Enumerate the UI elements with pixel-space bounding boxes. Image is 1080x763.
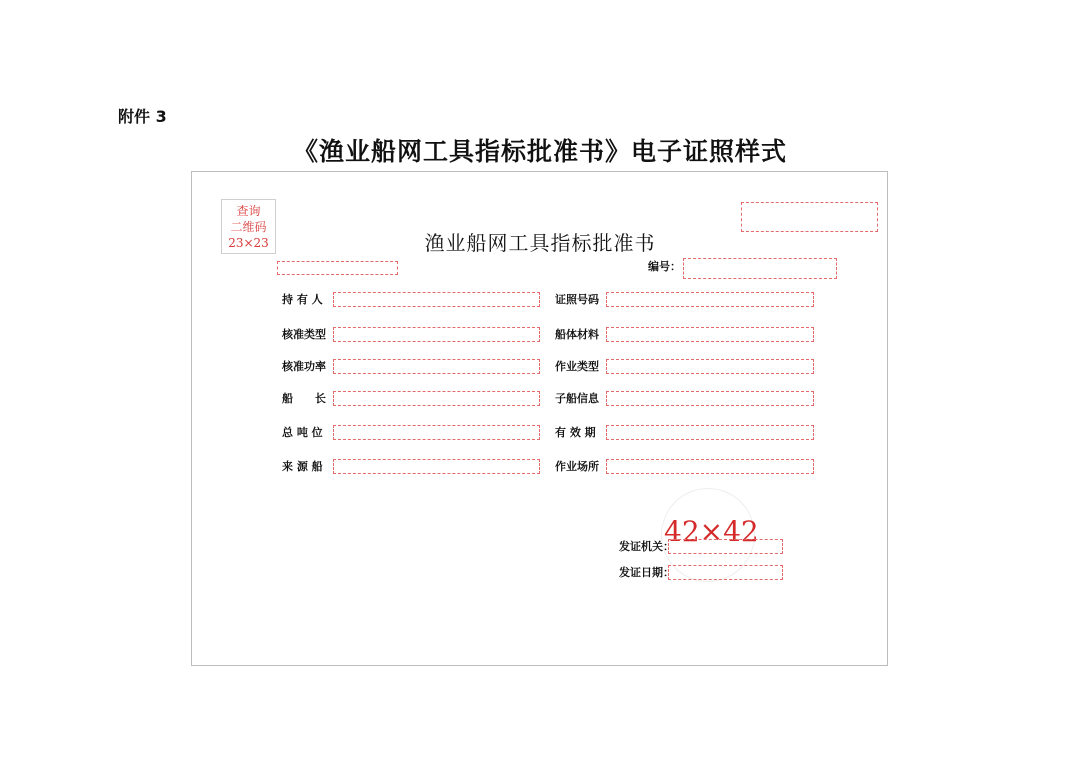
- field-box-gross-tonnage: [333, 425, 540, 440]
- document-title: 《渔业船网工具指标批准书》电子证照样式: [292, 137, 787, 166]
- issuer-field-box: [668, 539, 783, 554]
- field-box-vessel-length: [333, 391, 540, 406]
- field-label-gross-tonnage: 总 吨 位: [282, 426, 323, 439]
- issue-date-label: 发证日期：: [619, 566, 674, 579]
- field-box-validity-period: [606, 425, 814, 440]
- number-label: 编号：: [648, 260, 681, 273]
- field-box-certificate-number: [606, 292, 814, 307]
- issue-date-field-box: [668, 565, 783, 580]
- issuer-label: 发证机关：: [619, 540, 674, 553]
- field-box-approved-power: [333, 359, 540, 374]
- qr-line-3: 23×23: [228, 235, 269, 250]
- field-label-sub-vessel-info: 子船信息: [555, 392, 599, 405]
- field-box-holder: [333, 292, 540, 307]
- field-label-operation-area: 作业场所: [555, 460, 599, 473]
- field-label-holder: 持 有 人: [282, 293, 323, 306]
- number-field-box: [683, 258, 837, 279]
- certificate-title: 渔业船网工具指标批准书: [424, 231, 656, 255]
- field-box-approval-type: [333, 327, 540, 342]
- field-box-operation-area: [606, 459, 814, 474]
- attachment-label: 附件 3: [118, 107, 167, 126]
- field-box-hull-material: [606, 327, 814, 342]
- top-left-field-box: [277, 261, 398, 275]
- official-seal-size: 42×42: [664, 515, 759, 548]
- field-label-operation-type: 作业类型: [555, 360, 599, 373]
- field-box-sub-vessel-info: [606, 391, 814, 406]
- field-label-certificate-number: 证照号码: [555, 293, 599, 306]
- field-label-hull-material: 船体材料: [555, 328, 599, 341]
- field-label-source-vessel: 来 源 船: [282, 460, 323, 473]
- qr-line-2: 二维码: [230, 219, 267, 234]
- field-box-operation-type: [606, 359, 814, 374]
- field-box-source-vessel: [333, 459, 540, 474]
- field-label-validity-period: 有 效 期: [555, 426, 596, 439]
- field-label-approved-power: 核准功率: [282, 360, 326, 373]
- field-label-vessel-length: 船 长: [282, 392, 326, 405]
- field-label-approval-type: 核准类型: [282, 328, 326, 341]
- qr-line-1: 查询: [236, 203, 261, 218]
